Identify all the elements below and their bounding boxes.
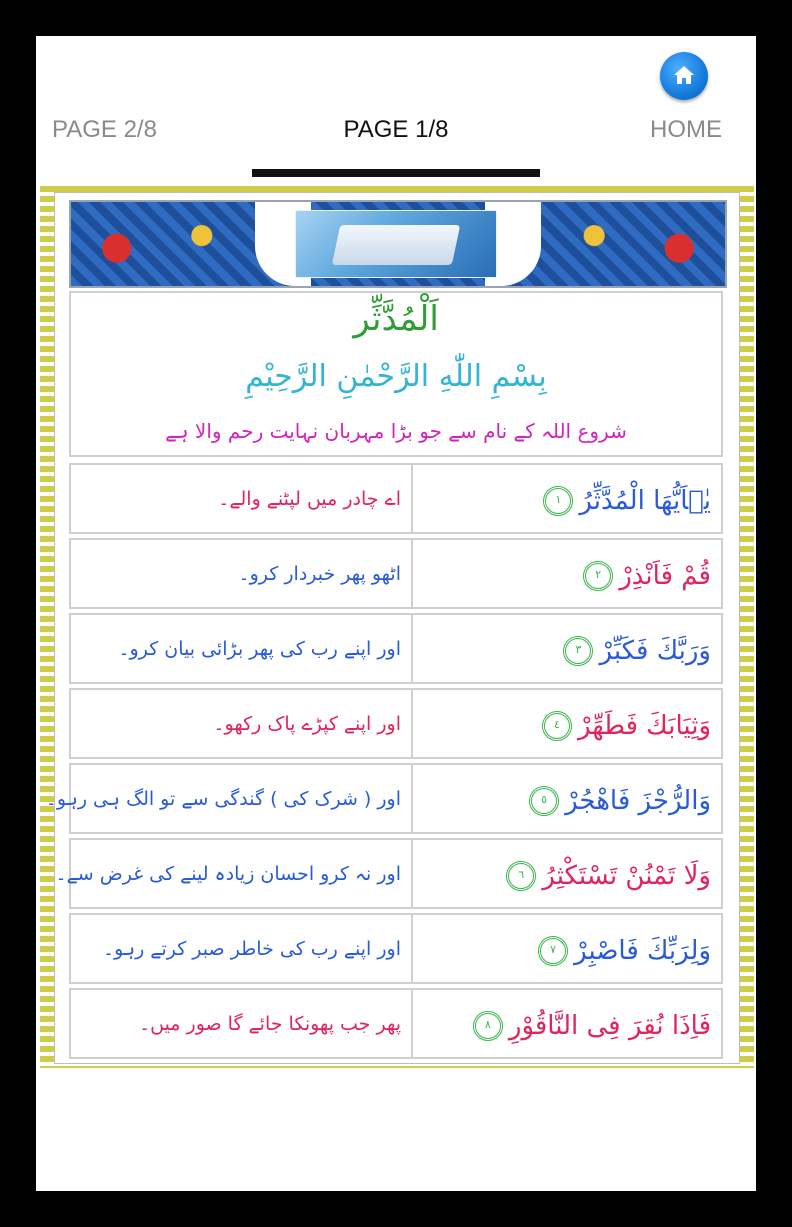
verse-arabic: وَلِرَبِّكَ فَاصْبِرْ: [574, 936, 711, 966]
verse-arabic: وَلَا تَمْنُنْ تَسْتَكْثِرُ: [542, 861, 711, 891]
quran-book-image: [295, 210, 497, 278]
arabic-cell: [413, 915, 721, 982]
verse-arabic-wrap: [529, 771, 711, 831]
verse-arabic-wrap: [542, 696, 711, 756]
verse-row: [69, 538, 723, 609]
tab-home[interactable]: HOME: [650, 116, 722, 143]
translation-cell: [71, 465, 413, 532]
ayah-number-icon: ٥: [529, 786, 559, 816]
ayah-number-icon: ٣: [563, 636, 593, 666]
app-screen: [36, 36, 756, 1191]
verse-translation: اور ( شرک کی ) گندگی سے تو الگ ہی رہو۔: [45, 787, 401, 810]
translation-cell: [45, 765, 413, 832]
verse-translation: اور اپنے کپڑے پاک رکھو۔: [213, 712, 401, 735]
arabic-cell: [413, 690, 721, 757]
verse-row: [55, 838, 723, 909]
verse-row: [69, 688, 723, 759]
surah-title: اَلْمُدَّثِّر: [353, 299, 439, 339]
translation-cell: [71, 615, 413, 682]
verse-arabic-wrap: [543, 471, 711, 531]
ayah-number-icon: ١: [543, 486, 573, 516]
translation-cell: [71, 990, 413, 1057]
verse-arabic: وَالرُّجْزَ فَاهْجُرْ: [565, 786, 711, 816]
verse-translation: اور اپنے رب کی خاطر صبر کرتے رہو۔: [103, 937, 401, 960]
verse-arabic: فَاِذَا نُقِرَ فِى النَّاقُوْرِ: [508, 1011, 711, 1041]
verse-translation: پھر جب پھونکا جائے گا صور میں۔: [138, 1012, 401, 1035]
verse-row: [69, 463, 723, 534]
home-icon: [672, 63, 696, 87]
tab-page-2[interactable]: PAGE 2/8: [52, 116, 157, 143]
page-content: [45, 192, 740, 1064]
arabic-cell: [413, 615, 721, 682]
ayah-number-icon: ٦: [506, 861, 536, 891]
verse-arabic: يٰۤاَيُّهَا الْمُدَّثِّرُ: [579, 486, 711, 516]
verse-arabic: وَرَبَّكَ فَكَبِّرْ: [599, 636, 711, 666]
arabic-cell: [413, 765, 721, 832]
verse-table: [45, 463, 723, 1063]
arabic-cell: [413, 540, 721, 607]
verse-translation: اور اپنے رب کی پھر بڑائی بیان کرو۔: [118, 637, 401, 660]
verse-translation: اے چادر میں لپٹنے والے۔: [218, 487, 401, 510]
verse-arabic-wrap: [538, 921, 711, 981]
bismillah: بِسْمِ اللّٰهِ الرَّحْمٰنِ الرَّحِيْمِ: [245, 359, 547, 394]
bismillah-translation: شروع اللہ کے نام سے جو بڑا مہربان نہایت رحم والا ہے: [165, 419, 627, 443]
translation-cell: [71, 690, 413, 757]
arabic-cell: [413, 840, 721, 907]
translation-cell: [55, 840, 413, 907]
ayah-number-icon: ٤: [542, 711, 572, 741]
ayah-number-icon: ٢: [583, 561, 613, 591]
verse-translation: اور نہ کرو احسان زیادہ لینے کی غرض سے۔: [55, 862, 401, 885]
verse-row: [69, 988, 723, 1059]
verse-row: [69, 613, 723, 684]
ayah-number-icon: ٧: [538, 936, 568, 966]
verse-row: [45, 763, 723, 834]
verse-arabic: وَثِيَابَكَ فَطَهِّرْ: [577, 711, 711, 741]
verse-arabic: قُمْ فَاَنْذِرْ: [619, 561, 711, 591]
arabic-cell: [413, 990, 721, 1057]
verse-arabic-wrap: [506, 846, 711, 906]
verse-translation: اٹھو پھر خبردار کرو۔: [238, 562, 401, 585]
translation-cell: [71, 540, 413, 607]
verse-arabic-wrap: [583, 546, 711, 606]
verse-arabic-wrap: [473, 996, 711, 1056]
verse-arabic-wrap: [563, 621, 711, 681]
decorative-banner: [69, 200, 727, 288]
tab-indicator: [252, 169, 540, 177]
quran-page[interactable]: [40, 186, 754, 1068]
arabic-cell: [413, 465, 721, 532]
tab-page-1[interactable]: PAGE 1/8: [343, 116, 449, 143]
surah-header: [69, 291, 723, 457]
verse-row: [69, 913, 723, 984]
ayah-number-icon: ٨: [473, 1011, 503, 1041]
home-icon-button[interactable]: [660, 52, 708, 100]
translation-cell: [71, 915, 413, 982]
